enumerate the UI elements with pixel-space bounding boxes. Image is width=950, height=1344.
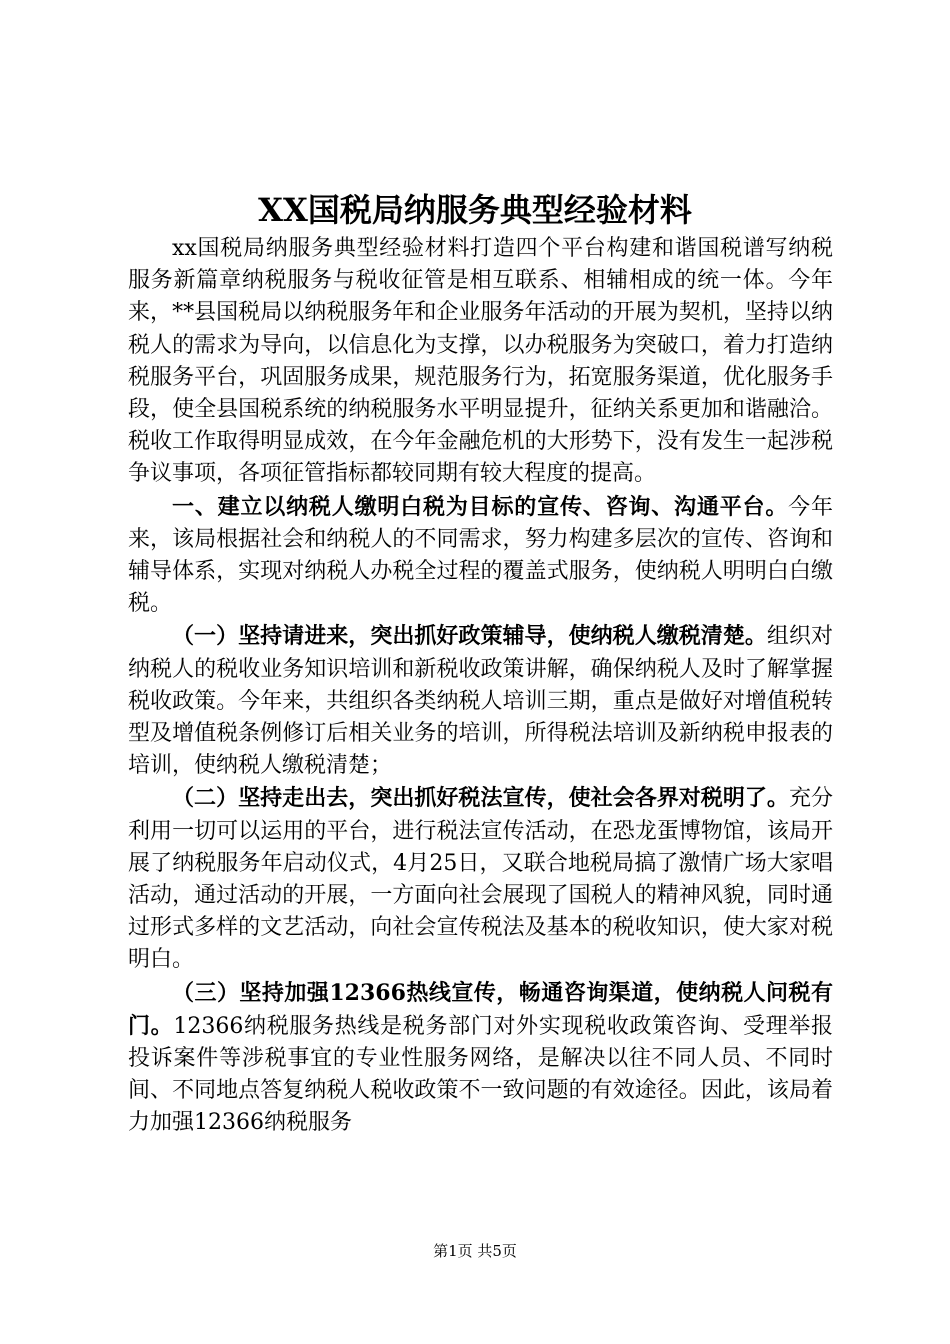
paragraph-text: 组织对纳税人的税收业务知识培训和新税收政策讲解，确保纳税人及时了解掌握税收政策。今年来，共组织各类纳税人培训三期，重点是做好对增值税转型及增值税条例修订后相关业务的培训，所得税法培训及新纳税申报表的培训，使纳税人缴税清楚；: [128, 624, 833, 779]
document-title: XX国税局纳服务典型经验材料: [258, 191, 692, 229]
document-body: [128, 232, 833, 1140]
paragraph-section-1: [128, 491, 833, 621]
paragraph-lead: （二）坚持走出去，突出抓好税法宣传，使社会各界对税明了。: [172, 785, 789, 812]
paragraph-subsection-3: [128, 977, 833, 1140]
paragraph-subsection-1: [128, 620, 833, 782]
paragraph-lead: （一）坚持请进来，突出抓好政策辅导，使纳税人缴税清楚。: [172, 623, 767, 650]
page-number: 第1页 共5页: [433, 1242, 517, 1260]
paragraph-lead: （三）坚持加强12366热线宣传，畅通咨询渠道，使纳税人问税有门。: [128, 979, 833, 1039]
paragraph-text: 充分利用一切可以运用的平台，进行税法宣传活动，在恐龙蛋博物馆，该局开展了纳税服务年启动仪式，4月25日，又联合地税局搞了激情广场大家唱活动，通过活动的开展，一方面向社会展现了国税人的精神风貌，同时通过形式多样的文艺活动，向社会宣传税法及基本的税收知识，使大家对税明白。: [128, 786, 833, 973]
paragraph-text: 今年来，该局根据社会和纳税人的不同需求，努力构建多层次的宣传、咨询和辅导体系，实现对纳税人办税全过程的覆盖式服务，使纳税人明明白白缴税。: [128, 494, 833, 617]
paragraph-subsection-2: [128, 782, 833, 976]
paragraph-lead: 一、建立以纳税人缴明白税为目标的宣传、咨询、沟通平台。: [172, 493, 789, 520]
paragraph-text: xx国税局纳服务典型经验材料打造四个平台构建和谐国税谱写纳税服务新篇章纳税服务与税收征管是相互联系、相辅相成的统一体。今年来，**县国税局以纳税服务年和企业服务年活动的开展为契机，坚持以纳税人的需求为导向，以信息化为支撑，以办税服务为突破口，着力打造纳税服务平台，巩固服务成果，规范服务行为，拓宽服务渠道，优化服务手段，使全县国税系统的纳税服务水平明显提升，征纳关系更加和谐融洽。税收工作取得明显成效，在今年金融危机的大形势下，没有发生一起涉税争议事项，各项征管指标都较同期有较大程度的提高。: [128, 236, 833, 487]
paragraph-text: 12366纳税服务热线是税务部门对外实现税收政策咨询、受理举报投诉案件等涉税事宜的专业性服务网络，是解决以往不同人员、不同时间、不同地点答复纳税人税收政策不一致问题的有效途径。因此，该局着力加强12366纳税服务: [128, 1013, 833, 1136]
paragraph-intro: [128, 232, 833, 491]
